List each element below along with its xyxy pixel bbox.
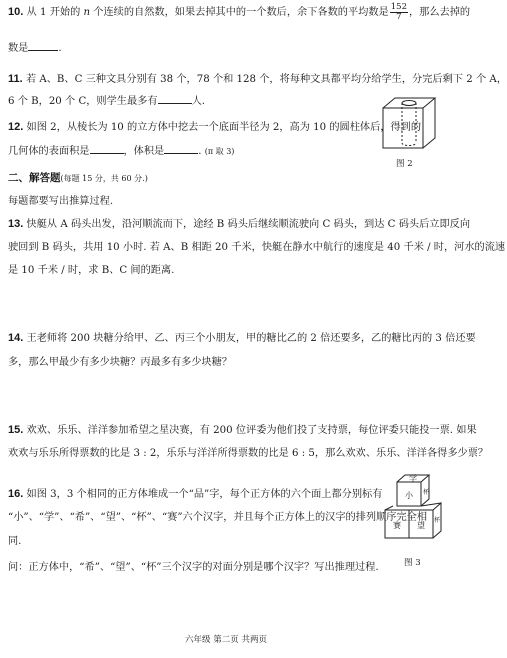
cube-char: 望 xyxy=(417,521,425,530)
question-16 xyxy=(8,484,444,505)
question-text: 快艇从 A 码头出发，沿河顺流而下，途经 B 码头后继续顺流驶向 C 码头，到达 C 码头后立即反向 xyxy=(26,219,471,230)
question-text: 若 A、B、C 三种文具分别有 38 个，78 个和 128 个，将每种文具都平均分给学生，分完后剩下 2 个 A， xyxy=(25,74,507,85)
section-2-instruction xyxy=(8,191,444,212)
cube-char: 小 xyxy=(405,491,413,500)
fraction-numerator: 152 xyxy=(390,1,407,12)
question-text: 个连续的自然数，如果去掉其中的一个数后，余下各数的平均数是 xyxy=(90,7,389,18)
question-text: 6 个 B，20 个 C，则学生最多有 xyxy=(8,96,158,107)
question-16-line-2 xyxy=(8,507,444,528)
question-note: (π 取 3) xyxy=(204,147,235,156)
question-text: 几何体的表面积是 xyxy=(8,146,90,157)
question-number: 13. xyxy=(8,218,24,230)
question-text: 欢欢、乐乐、洋洋参加希望之星决赛，有 200 位评委为他们投了支持票，每位评委只能投一票. 如果 xyxy=(26,425,477,436)
question-number: 14. xyxy=(8,332,24,344)
question-text: 如图 3，3 个相同的正方体堆成一个“品”字，每个正方体的六个面上都分别标有 xyxy=(26,489,383,500)
instruction-text: 每题都要写出推算过程. xyxy=(8,196,114,207)
question-text: 王老师将 200 块糖分给甲、乙、丙三个小朋友，甲的糖比乙的 2 倍还要多，乙的糖比丙的 3 倍还要 xyxy=(26,333,476,344)
question-text: 驶回到 B 码头，共用 10 小时. 若 A、B 相距 20 千米，快艇在静水中航行的速度是 40 千米 / 时，河水的流速 xyxy=(8,242,506,253)
question-14-line-2 xyxy=(8,352,444,373)
question-number: 10. xyxy=(8,6,24,18)
figure-3-label: 图 3 xyxy=(404,558,421,568)
question-text: . xyxy=(58,43,62,54)
section-title: 二、解答题 xyxy=(8,172,61,184)
question-13-line-2 xyxy=(8,237,506,258)
question-14 xyxy=(8,328,476,349)
question-11 xyxy=(8,69,507,90)
question-16-line-4 xyxy=(8,557,444,578)
question-number: 12. xyxy=(8,121,24,133)
question-15 xyxy=(8,420,477,441)
answer-blank[interactable] xyxy=(28,39,58,51)
answer-blank-volume[interactable] xyxy=(164,142,198,154)
question-text: 人. xyxy=(191,96,205,107)
question-text: 是 10 千米 / 时，求 B、C 间的距离. xyxy=(8,265,175,276)
answer-blank[interactable] xyxy=(158,92,192,104)
cube-char: 杯 xyxy=(422,489,430,496)
cube-char: 学 xyxy=(409,474,417,483)
question-16-line-3 xyxy=(8,531,444,552)
figure-2-label: 图 2 xyxy=(396,159,413,169)
question-text: 多，那么甲最少有多少块糖？丙最多有多少块糖？ xyxy=(8,357,233,368)
cube-char: 杯 xyxy=(433,517,441,524)
section-note: (每题 15 分，共 60 分.) xyxy=(60,174,148,183)
figure-2-cube-cylinder xyxy=(378,94,438,156)
fraction-denominator: 7 xyxy=(396,11,402,22)
question-15-line-2 xyxy=(8,443,489,464)
page-footer: 六年级 第二页 共两页 xyxy=(185,635,267,645)
variable-n: n xyxy=(83,7,91,18)
question-number: 11. xyxy=(8,73,23,85)
question-10 xyxy=(8,1,471,23)
question-text: 从 1 开始的 xyxy=(26,7,84,18)
question-text: 欢欢与乐乐所得票数的比是 3 : 2，乐乐与洋洋所得票数的比是 6 : 5，那么欢欢、乐乐、洋洋各得多少票？ xyxy=(8,448,489,459)
question-10-line-2 xyxy=(8,38,444,59)
question-text: 数是 xyxy=(8,43,29,54)
question-text: ，体积是 xyxy=(123,146,165,157)
fraction xyxy=(390,3,408,22)
question-number: 16. xyxy=(8,488,24,500)
question-text: ，那么去掉的 xyxy=(408,7,471,18)
section-2-heading xyxy=(8,168,444,189)
figure-3-stacked-cubes xyxy=(380,470,446,548)
question-text: 问：正方体中，“希”、“望”、“杯”三个汉字的对面分别是哪个汉字？写出推理过程. xyxy=(8,562,379,573)
question-text: 如图 2，从棱长为 10 的立方体中挖去一个底面半径为 2，高为 10 的圆柱体后，得到的 xyxy=(26,122,422,133)
question-text: “小”、“学”、“希”、“望”、“杯”、“赛”六个汉字，并且每个正方体上的汉字的排列顺序完全相 xyxy=(8,512,428,523)
question-13 xyxy=(8,214,471,235)
question-13-line-3 xyxy=(8,260,444,281)
answer-blank-surface-area[interactable] xyxy=(90,142,124,154)
question-text: . xyxy=(198,146,202,157)
cube-char: 赛 xyxy=(393,521,401,530)
question-text: 同. xyxy=(8,536,22,547)
question-number: 15. xyxy=(8,424,24,436)
